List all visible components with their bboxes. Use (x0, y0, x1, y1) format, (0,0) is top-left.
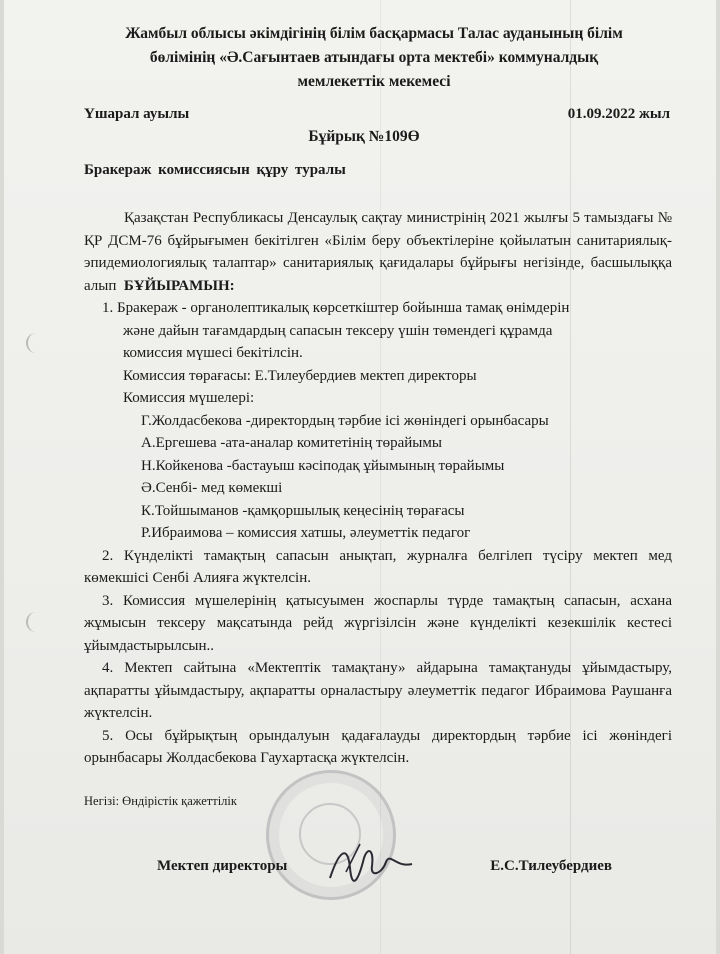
order-item-1 (102, 297, 672, 545)
commission-member: К.Тойшыманов -қамқоршылық кеңесінің төрағасы (141, 502, 465, 519)
commission-members-label: Комиссия мүшелері: (123, 390, 255, 406)
commission-member: Н.Койкенова -бастауыш кәсіподақ ұйымының төрайымы (141, 457, 505, 474)
commission-member: Р.Ибраимова – комиссия хатшы, әлеуметтік педагог (141, 525, 471, 541)
signature-row (157, 858, 612, 875)
item-1-text: 1. Бракераж - органолептикалық көрсеткіштер бойынша тамақ өнімдерін (102, 300, 570, 316)
document-header (44, 22, 704, 94)
order-item-3: 3. Комиссия мүшелерінің қатысуымен жоспарлы түрде тамақтың сапасын, асхана жұмысын тексеру мақсатында рейд жүргізілсін және күнделікті кезекшілік кестесі ұйымдастырылсын.. (84, 592, 672, 654)
header-line: мемлекеттік мекемесі (297, 73, 451, 90)
commission-member: А.Ергешева -ата-аналар комитетінің төрайымы (141, 435, 442, 451)
order-item-5: 5. Осы бұйрықтың орындалуын қадағалауды директордың тәрбие ісі жөніндегі орынбасары Жолдасбекова Гаухартасқа жүктелсін. (84, 727, 672, 766)
commission-member: Ә.Сенбі- мед көмекші (141, 480, 283, 496)
order-item-4: 4. Мектеп сайтына «Мектептік тамақтану» айдарына тамақтануды ұйымдастыру, ақпаратты ұйымдастыру, ақпаратты орналастыру әлеуметтік педагог Ибраимова Раушанға жүктелсін. (84, 660, 672, 721)
order-number: Бұйрық №109Ө (308, 128, 420, 145)
order-subject: Бракераж комиссиясын құру туралы (84, 162, 346, 178)
preamble-paragraph (84, 207, 672, 297)
order-basis: Негізі: Өндірістік қажеттілік (84, 794, 237, 808)
place-name: Үшарал ауылы (84, 106, 190, 122)
place-date-row (84, 106, 670, 123)
order-item-2: 2. Күнделікті тамақтың сапасын анықтап, журналға белгілеп түсіру мектеп мед көмекшісі Сенбі Алияға жүктелсін. (84, 547, 672, 586)
punch-hole-mark (26, 333, 44, 353)
punch-hole-mark (26, 612, 44, 632)
signatory-name: Е.С.Тилеубердиев (490, 858, 612, 874)
order-body (84, 207, 672, 770)
commission-chair: Комиссия төрағасы: Е.Тилеубердиев мектеп директоры (123, 367, 477, 384)
document-page (4, 0, 716, 954)
item-1-continuation: комиссия мүшесі бекітілсін. (123, 345, 303, 361)
preamble-text: Қазақстан Республикасы Денсаулық сақтау министрінің 2021 жылғы 5 тамыздағы № ҚР ДСМ-76 бұйрығымен бекітілген «Білім беру объектілеріне қойылатын санитариялық-эпидемиологиялық талаптар» санитариялық қағидалары бұйрығы негізінде, басшылыққа алып (84, 210, 672, 294)
signatory-role: Мектеп директоры (157, 858, 288, 874)
item-1-continuation: және дайын тағамдардың сапасын тексеру үшін төмендегі құрамда (123, 322, 553, 339)
header-line: бөлімінің «Ә.Сағынтаев атындағы орта мектебі» коммуналдық (149, 49, 599, 66)
header-line: Жамбыл облысы әкімдігінің білім басқармасы Талас ауданының білім (125, 25, 623, 42)
commission-member: Г.Жолдасбекова -директордың тәрбие ісі жөніндегі орынбасары (141, 412, 549, 429)
document-date: 01.09.2022 жыл (567, 106, 670, 122)
order-directive: БҰЙЫРАМЫН: (123, 277, 235, 294)
